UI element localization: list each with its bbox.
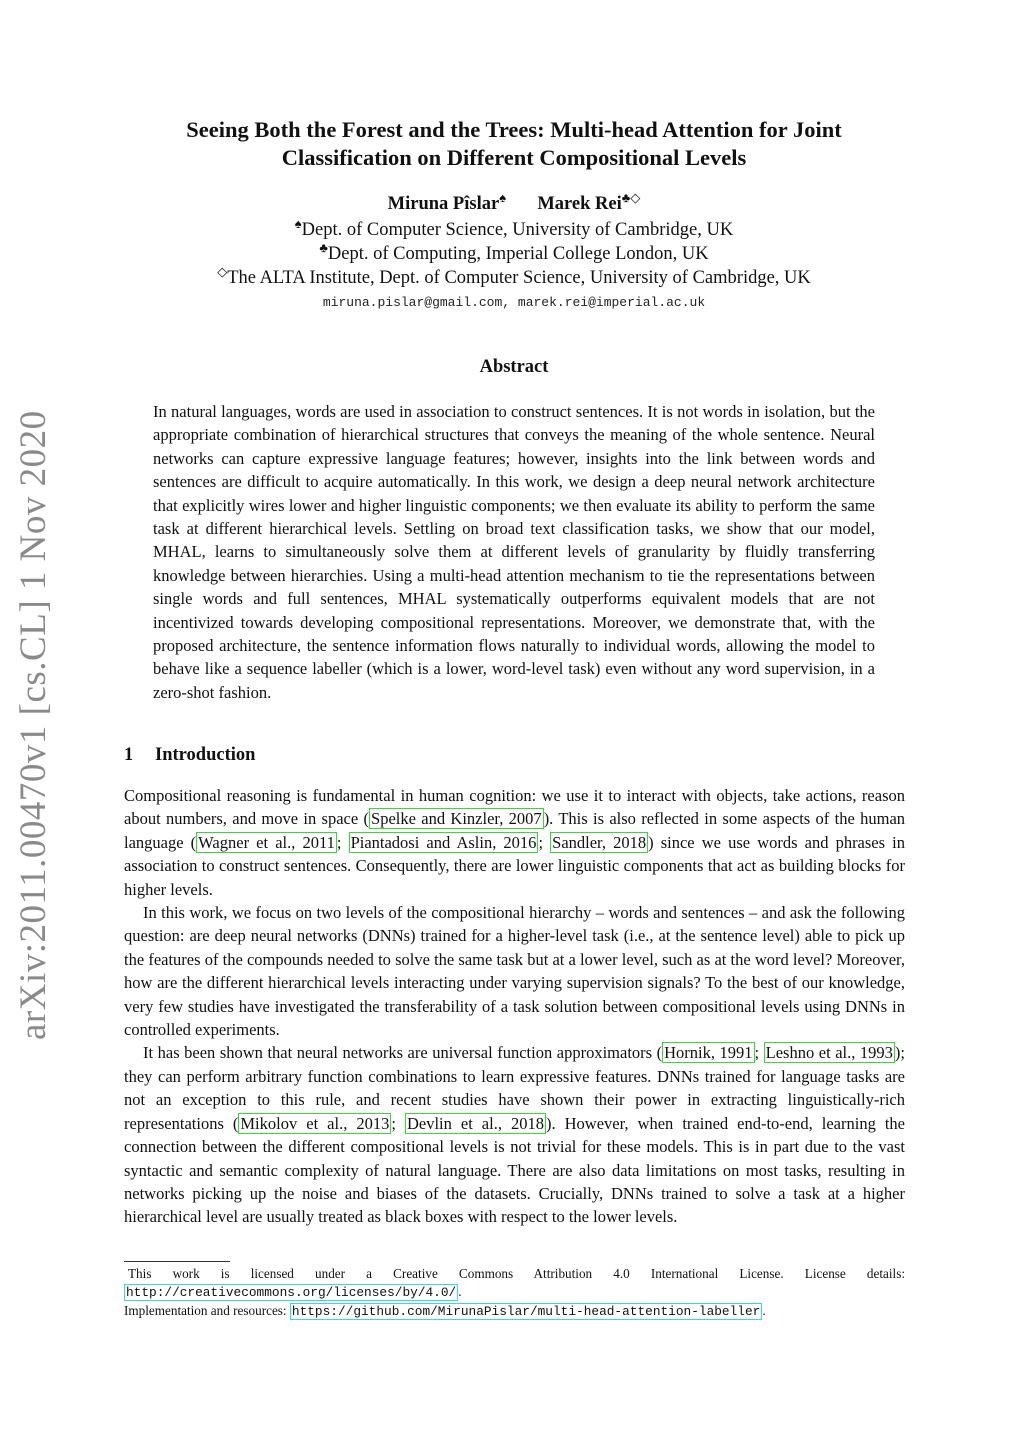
author-name: Marek Rei	[537, 194, 622, 214]
license-footnote	[124, 1265, 905, 1302]
affiliation-text: The ALTA Institute, Dept. of Computer Science, University of Cambridge, UK	[227, 268, 811, 288]
text-run: ;	[391, 1113, 405, 1133]
diamond-mark: ◇	[217, 263, 228, 279]
text-run: ); they can perform arbitrary function combinations to learn expressive features. DNNs trained for language tasks are not an exception to this rule, and recent studies have shown their power in extracting linguistically-rich representations (	[124, 1043, 906, 1133]
author-name: Miruna Pîslar	[387, 194, 500, 214]
spade-mark: ♠	[499, 189, 507, 205]
affiliation-2	[140, 239, 888, 266]
affiliation-text: Dept. of Computer Science, University of Cambridge, UK	[301, 220, 734, 240]
text-run: It has been shown that neural networks are universal function approximators (	[143, 1043, 663, 1063]
introduction-body	[124, 784, 905, 1229]
footnotes	[124, 1265, 905, 1321]
abstract-text: In natural languages, words are used in association to construct sentences. It is not words in isolation, but the appropriate combination of hierarchical structures that conveys the meaning of the whole sentence. Neural networks can capture expressive language features; however, insights into the link between words and sentences are difficult to acquire automatically. In this work, we design a deep neural network architecture that explicitly wires lower and higher linguistic components; we then evaluate its ability to perform the same task at different hierarchical levels. Settling on broad text classification tasks, we show that our model, MHAL, learns to simultaneously solve them at different levels of granularity by fluidly transferring knowledge between hierarchies. Using a multi-head attention mechanism to tie the representations between single words and full sentences, MHAL systematically outperforms equivalent models that are not incentivized towards developing compositional representations. Moreover, we demonstrate that, with the proposed architecture, the sentence information flows naturally to individual words, allowing the model to behave like a sequence labeller (which is a lower, word-level task) even without any word supervision, in a zero-shot fashion.	[153, 402, 875, 702]
paragraph	[124, 784, 905, 901]
club-diamond-mark: ♣◇	[621, 189, 641, 205]
text-run: ). This is also reflected in some aspects of the human language (	[124, 809, 906, 852]
affiliation-text: Dept. of Computing, Imperial College London, UK	[327, 244, 709, 264]
citation-link[interactable]: Devlin et al., 2018	[406, 1113, 544, 1133]
implementation-footnote	[124, 1302, 905, 1321]
title-line-2: Classification on Different Compositional Levels	[281, 145, 747, 170]
footnote-divider	[124, 1261, 230, 1262]
citation-link[interactable]: Sandler, 2018	[552, 832, 647, 852]
affiliation-1	[140, 215, 888, 242]
club-mark: ♣	[319, 239, 328, 255]
section-heading	[124, 745, 255, 766]
abstract-heading: Abstract	[479, 357, 549, 377]
paragraph	[124, 1041, 905, 1228]
text-run: ;	[336, 832, 349, 852]
text-run: .	[762, 1303, 766, 1318]
license-url-link[interactable]: http://creativecommons.org/licenses/by/4.0/	[126, 1285, 457, 1300]
citation-link[interactable]: Mikolov et al., 2013	[240, 1113, 390, 1133]
citation-link[interactable]: Leshno et al., 1993	[765, 1043, 893, 1063]
citation-link[interactable]: Spelke and Kinzler, 2007	[371, 809, 542, 829]
text-run: ). However, when trained end-to-end, learning the connection between the different compositional levels is not trivial for these models. This is in part due to the vast syntactic and semantic complexity of natural language. There are also data limitations on most tasks, resulting in networks picking up the noise and biases of the datasets. Crucially, DNNs trained to solve a task at a higher hierarchical level are usually treated as black boxes with respect to the lower levels.	[124, 1113, 905, 1227]
text-run: This work is licensed under a Creative Commons Attribution 4.0 International License. License details:	[128, 1266, 905, 1281]
text-run: Implementation and resources:	[124, 1303, 290, 1318]
citation-link[interactable]: Piantadosi and Aslin, 2016	[350, 832, 537, 852]
title-line-1: Seeing Both the Forest and the Trees: Multi-head Attention for Joint	[186, 117, 842, 142]
text-run: ) since we use words and phrases in association to construct sentences. Consequently, there are lower linguistic components that act as building blocks for higher levels.	[124, 832, 905, 899]
affiliation-3	[140, 263, 888, 290]
section-number: 1	[124, 745, 134, 765]
section-title: Introduction	[155, 745, 256, 765]
author-list	[140, 189, 888, 216]
text-run: ;	[538, 832, 551, 852]
github-url-link[interactable]: https://github.com/MirunaPislar/multi-head-attention-labeller	[291, 1304, 761, 1319]
citation-link[interactable]: Hornik, 1991	[664, 1043, 753, 1063]
paragraph: In this work, we focus on two levels of the compositional hierarchy – words and sentences – and ask the following question: are deep neural networks (DNNs) trained for a higher-level task (i.e., at the sentence level) able to pick up the features of the compounds needed to solve the same task but at a lower level, such as at the word level? Moreover, how are the different hierarchical levels interacting under varying supervision signals? To the best of our knowledge, very few studies have investigated the transferability of a task solution between compositional levels using DNNs in controlled experiments.	[124, 903, 905, 1040]
text-run: Compositional reasoning is fundamental in human cognition: we use it to interact with objects, take actions, reason about numbers, and move in space (	[124, 786, 905, 829]
author-emails: miruna.pislar@gmail.com, marek.rei@imperial.ac.uk	[322, 295, 706, 310]
spade-mark: ♠	[294, 215, 302, 231]
paper-title	[140, 116, 888, 172]
text-run: ;	[754, 1043, 764, 1063]
citation-link[interactable]: Wagner et al., 2011	[198, 832, 335, 852]
text-run: .	[458, 1284, 462, 1299]
